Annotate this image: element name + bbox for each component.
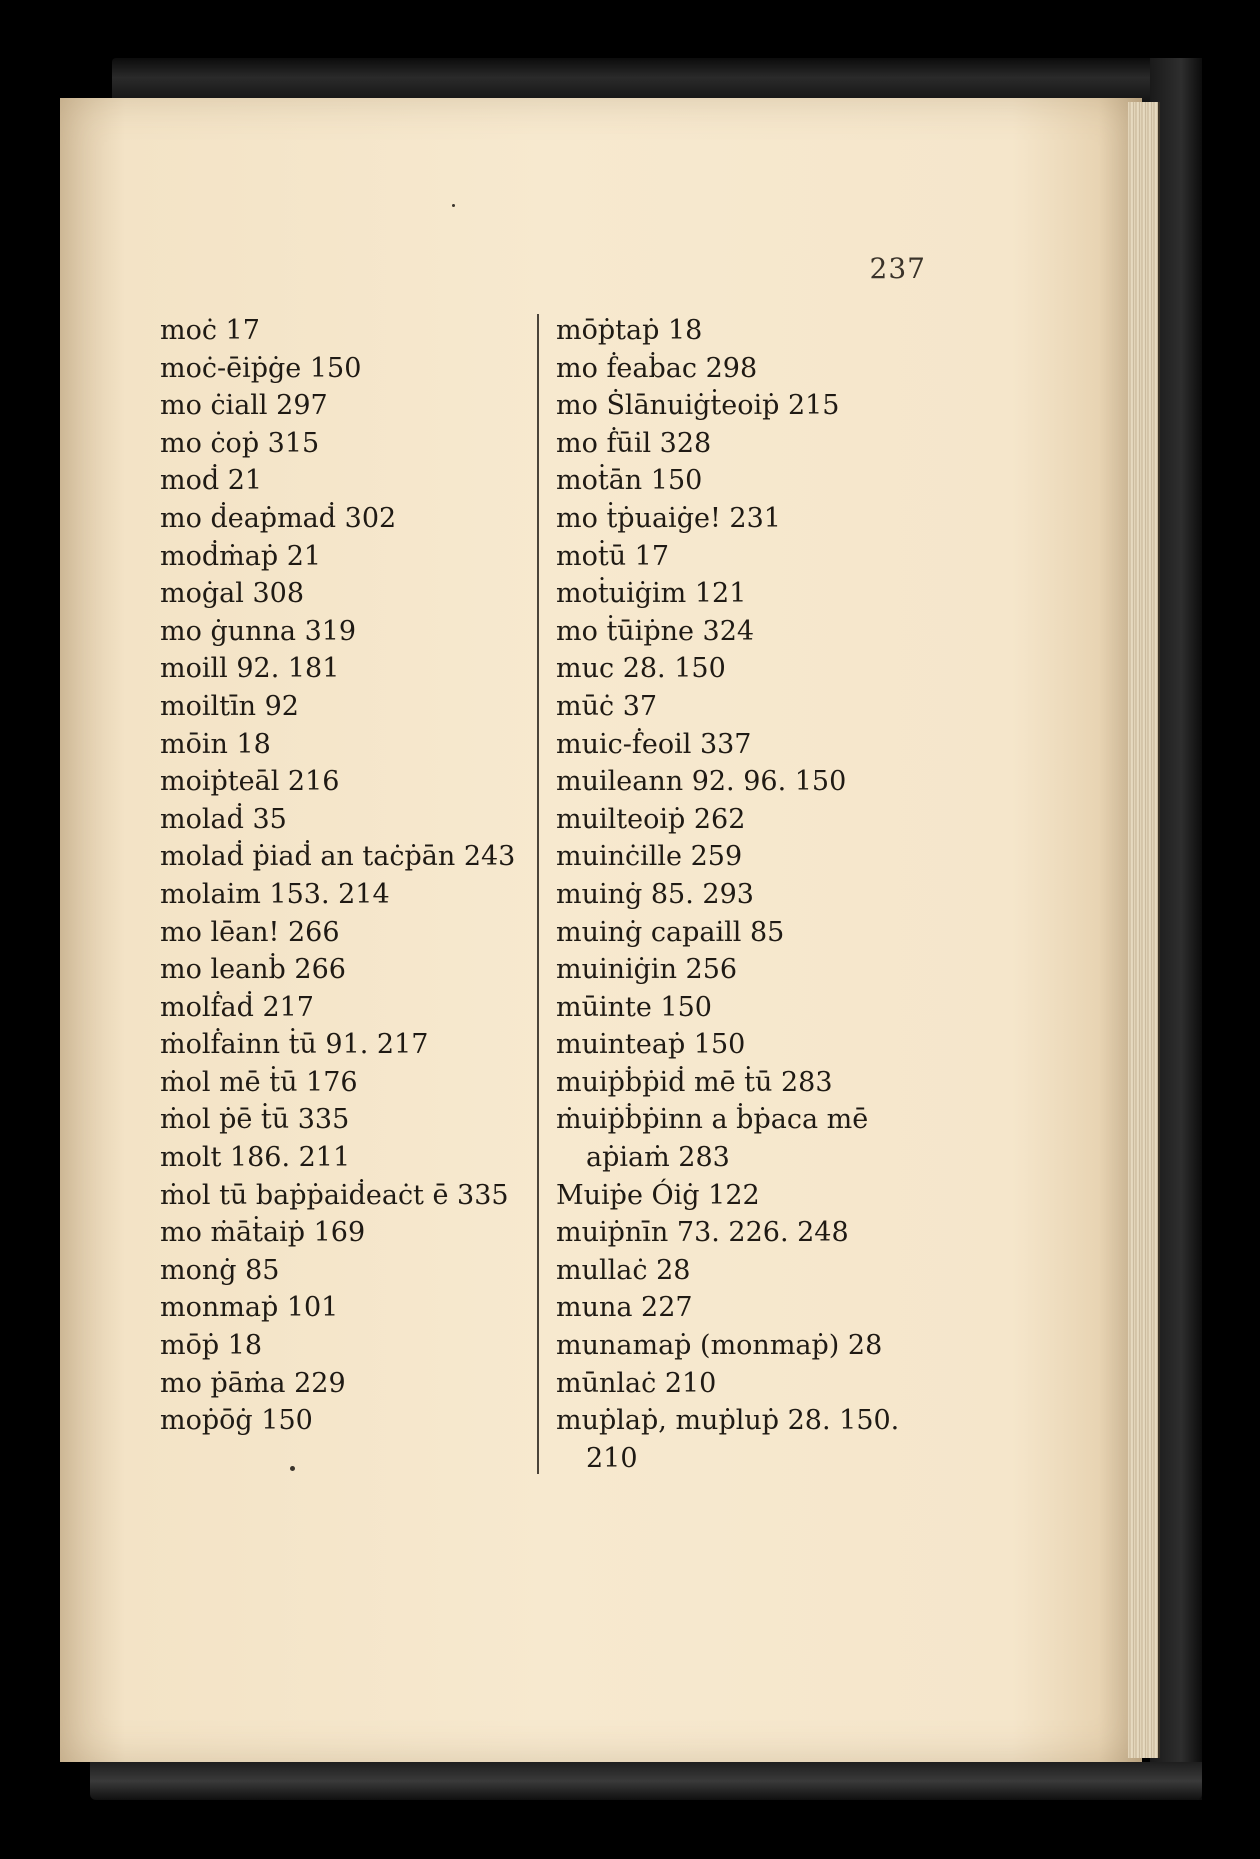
column-divider (537, 314, 539, 1474)
index-entry: ṁuiṗḃṗinn a ḃṗaca mē aṗiaṁ 283 (556, 1104, 869, 1174)
index-entry: moiltīn 92 (160, 690, 299, 722)
index-entry: muiniġin 256 (556, 954, 738, 986)
index-entry: mo ṁāṫaiṗ 169 (160, 1217, 366, 1249)
index-entry: molḟaḋ 217 (160, 991, 314, 1023)
index-entry: mo leanḃ 266 (160, 954, 346, 986)
index-entry: mo ċiall 297 (160, 390, 328, 422)
sleeve-bottom-edge (90, 1762, 1202, 1800)
index-entry: mūnlaċ 210 (556, 1367, 717, 1399)
index-entry: muinġ capaill 85 (556, 916, 785, 948)
index-entry: mo ṗāṁa 229 (160, 1367, 346, 1399)
index-entry: muinċille 259 (556, 841, 743, 873)
index-entry: mo ġunna 319 (160, 615, 357, 647)
index-entry: muileann 92. 96. 150 (556, 766, 847, 798)
index-entry: mūċ 37 (556, 690, 658, 722)
index-column-right (556, 312, 926, 1477)
index-entry: mo ṫṗuaiġe! 231 (556, 502, 781, 534)
index-entry: muna 227 (556, 1292, 693, 1324)
index-entry: mo ḋeaṗmaḋ 302 (160, 502, 397, 534)
index-entry: molt 186. 211 (160, 1142, 351, 1174)
paper-speck (452, 204, 455, 207)
index-entry: moṫān 150 (556, 465, 703, 497)
index-entry: mo lēan! 266 (160, 916, 340, 948)
page-number: 237 (869, 252, 926, 285)
index-entry: muinġ 85. 293 (556, 878, 754, 910)
index-entry: molaḋ ṗiaḋ an taċṗān 243 (160, 841, 516, 873)
index-entry: mullaċ 28 (556, 1254, 691, 1286)
index-entry: moṗōġ 150 (160, 1405, 313, 1437)
index-entry: muic-ḟeoil 337 (556, 728, 752, 760)
index-entry: mo ḟūil 328 (556, 427, 712, 459)
index-entry: ṁol ṗē ṫū 335 (160, 1104, 350, 1136)
index-entry: molaim 153. 214 (160, 878, 390, 910)
index-entry: molaḋ 35 (160, 803, 287, 835)
index-entry: mōṗtaṗ 18 (556, 315, 703, 346)
index-entry: moġal 308 (160, 578, 304, 610)
index-entry: moill 92. 181 (160, 653, 340, 685)
index-entry: Muiṗe Óiġ 122 (556, 1179, 760, 1211)
index-entry: mo ċoṗ 315 (160, 427, 320, 459)
index-entry: muiṗnīn 73. 226. 248 (556, 1217, 849, 1249)
index-entry: muṗlaṗ, muṗluṗ 28. 150. 210 (556, 1405, 900, 1474)
index-entry: moṫuiġim 121 (556, 578, 747, 610)
index-entry: moḋ 21 (160, 465, 263, 497)
index-entry: mo Ṡlānuiġṫeoiṗ 215 (556, 390, 840, 422)
index-entry: mūinte 150 (556, 991, 712, 1023)
index-entry: monġ 85 (160, 1254, 280, 1286)
index-entry: moiṗteāl 216 (160, 766, 340, 798)
index-entry: ṁol mē ṫū 176 (160, 1066, 358, 1098)
index-entry: muinteaṗ 150 (556, 1029, 746, 1061)
index-entry: munamaṗ (monmaṗ) 28 (556, 1330, 883, 1362)
index-entry: ṁolḟainn ṫū 91. 217 (160, 1029, 429, 1061)
index-entry: mo ṫūiṗne 324 (556, 615, 755, 647)
index-entry: muiṗḃṗiḋ mē ṫū 283 (556, 1066, 833, 1098)
index-entry: ṁol tū baṗṗaiḋeaċt ē 335 (160, 1179, 509, 1211)
index-entry: mōin 18 (160, 728, 271, 760)
index-entry: moṫū 17 (556, 540, 670, 572)
index-entry: moċ 17 (160, 315, 260, 346)
index-entry: monmaṗ 101 (160, 1292, 339, 1324)
index-entry: moḋṁaṗ 21 (160, 540, 322, 572)
page-edge-stack (1128, 102, 1160, 1758)
index-entry: mōṗ 18 (160, 1330, 263, 1362)
index-entry: muilteoiṗ 262 (556, 803, 746, 835)
index-entry: moċ-ēiṗġe 150 (160, 352, 362, 384)
index-column-left (160, 312, 532, 1440)
paper-speck (290, 1466, 295, 1471)
index-entry: mo ḟeaḃac 298 (556, 352, 758, 384)
sleeve-top-edge (112, 58, 1202, 102)
index-entry: muc 28. 150 (556, 653, 726, 685)
